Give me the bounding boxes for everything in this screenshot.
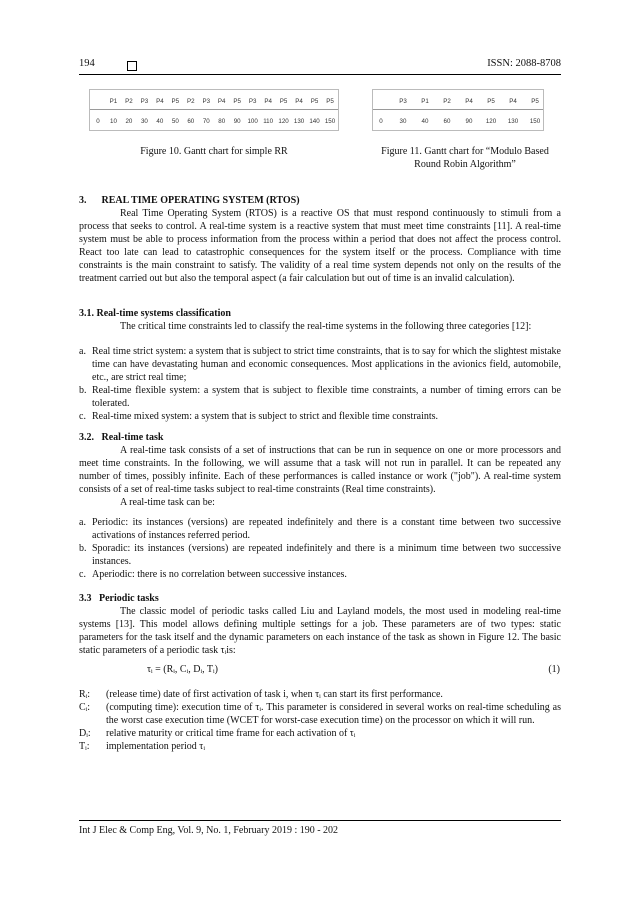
figure10-process-label: P4 (156, 98, 164, 105)
figure11-process-label: P2 (443, 98, 451, 105)
list-item-text: Real-time flexible system: a system that is subject to flexible time constraints, a number of timing errors can be tolerated. (92, 385, 561, 409)
figure11-tick-label: 90 (465, 118, 473, 125)
figure10-tick-label: 140 (309, 118, 320, 125)
figure10-process-label: P5 (310, 98, 319, 105)
figure11-tick-label: 120 (485, 118, 497, 125)
equation-number: (1) (548, 664, 560, 675)
page-number: 194 (79, 58, 95, 69)
figure10-process-label: P5 (279, 98, 288, 105)
list-item (79, 345, 561, 384)
figure11-separator (373, 109, 543, 110)
figure11-tick-label: 40 (421, 118, 429, 125)
figure10-process-label: P3 (202, 98, 211, 105)
section33-paragraph (79, 605, 561, 657)
list-marker: c. (79, 569, 86, 580)
figure11-process-label: P5 (487, 98, 495, 105)
figure11-tick-label: 0 (379, 118, 383, 125)
list-marker: a. (79, 346, 86, 357)
list-marker: b. (79, 385, 87, 396)
figure10-process-label: P3 (248, 98, 257, 105)
footer-rule (79, 820, 561, 821)
figure11-tick-label: 60 (443, 118, 451, 125)
figure10-tick-label: 150 (324, 118, 336, 125)
definition-term: Rᵢ: (79, 689, 91, 700)
definition-row (79, 701, 561, 727)
figure10-tick-row (90, 115, 338, 127)
list-marker: a. (79, 517, 86, 528)
figure11-process-label: P5 (531, 98, 539, 105)
section32-paragraph (79, 444, 561, 509)
definition-text: (release time) date of first activation of task i, when τᵢ can start its first performance. (106, 689, 443, 700)
section33-heading: 3.3 Periodic tasks (79, 593, 159, 604)
figure10-tick-label: 60 (187, 118, 195, 125)
definition-row (79, 688, 561, 701)
figure10-tick-label: 40 (156, 118, 164, 125)
figure11-process-label: P4 (509, 98, 517, 105)
figure10-tick-label: 120 (278, 118, 289, 125)
figure10-process-label: P4 (295, 98, 303, 105)
equation: τᵢ = (Rᵢ, Cᵢ, Dᵢ, Tᵢ) (147, 664, 218, 675)
figure11-gantt-chart (372, 89, 544, 131)
section32-intro: A real-time task can be: (120, 497, 215, 508)
definition-row (79, 740, 561, 753)
list-item (79, 516, 561, 542)
figure10-process-label: P1 (109, 98, 118, 105)
header-rule (79, 74, 561, 75)
figure10-tick-label: 110 (263, 118, 274, 125)
figure10-caption: Figure 10. Gantt chart for simple RR (140, 146, 288, 157)
section3-heading: 3. REAL TIME OPERATING SYSTEM (RTOS) (79, 195, 300, 206)
figure11-caption-line2: Round Robin Algorithm” (414, 159, 516, 170)
figure10-process-label: P5 (171, 98, 180, 105)
list-item (79, 384, 561, 410)
journal-footer: Int J Elec & Comp Eng, Vol. 9, No. 1, February 2019 : 190 - 202 (79, 825, 339, 836)
figure10-tick-label: 10 (110, 118, 117, 125)
definition-text: relative maturity or critical time frame for each activation of τᵢ (106, 728, 356, 739)
figure10-process-row (90, 95, 338, 107)
figure10-process-label: P2 (187, 98, 195, 105)
figure10-tick-label: 50 (171, 118, 179, 125)
figure10-gantt-chart (89, 89, 339, 131)
definition-row (79, 727, 561, 740)
section32-text: A real-time task consists of a set of instructions that can be run in sequence on one or more processors and meet time constraints. In the following, we will assume that a task will not run in parallel. It can be repeated any number of times, possibly infinite. Each of these performances is called instance or work ("job"). A real-time system consists of a set of real-time tasks subject to real-time constraints (Real time constraints). (79, 445, 561, 495)
section31-intro-paragraph (79, 320, 561, 333)
definition-text: implementation period τᵢ (106, 741, 205, 752)
definition-text: (computing time): execution time of τᵢ. This parameter is considered in several works on real-time scheduling as the worst case execution time (WCET for worst-case execution time) on the processor on which it will run. (106, 702, 561, 726)
issn: ISSN: 2088-8708 (487, 58, 561, 69)
list-item (79, 568, 561, 581)
figure10-process-label: P5 (326, 98, 334, 105)
figure10-tick-label: 20 (125, 118, 133, 125)
figure10-process-label: P4 (264, 98, 272, 105)
section32-heading: 3.2. Real-time task (79, 432, 164, 443)
section32-list (79, 516, 561, 581)
section3-paragraph (79, 207, 561, 285)
figure10-process-label: P2 (125, 98, 133, 105)
figure11-process-row (373, 95, 543, 107)
figure10-tick-label: 90 (233, 118, 241, 125)
definition-term: Cᵢ: (79, 702, 91, 713)
section31-heading: 3.1. Real-time systems classification (79, 308, 231, 319)
list-item (79, 542, 561, 568)
figure11-process-label: P4 (465, 98, 473, 105)
section31-intro: The critical time constraints led to classify the real-time systems in the following three categories [12]: (120, 321, 532, 332)
figure11-process-label: P3 (399, 98, 407, 105)
section33-text: The classic model of periodic tasks called Liu and Layland models, the most used in modeling real-time systems [13]. This model allows defining multiple settings for a job. These parameters are of two types: static parameters for the task itself and the dynamic parameters on each instance of the task as shown in Figure 12. The basic static parameters of a periodic task τᵢis: (79, 606, 561, 656)
figure11-tick-label: 30 (399, 118, 407, 125)
list-marker: c. (79, 411, 86, 422)
figure10-tick-label: 30 (140, 118, 148, 125)
figure10-tick-label: 80 (218, 118, 226, 125)
definition-term: Tᵢ: (79, 741, 90, 752)
figure10-tick-label: 100 (247, 118, 258, 125)
list-item-text: Aperiodic: there is no correlation between successive instances. (92, 569, 347, 580)
figure10-process-label: P3 (140, 98, 149, 105)
list-item (79, 410, 561, 423)
figure10-tick-label: 0 (96, 118, 100, 125)
figure11-process-label: P1 (421, 98, 429, 105)
figure11-caption (350, 145, 580, 171)
list-item-text: Real time strict system: a system that is subject to strict time constraints, that is to say for which the slightest mistake time can have devastating human and economic consequences. Most applications in the avionics field, automobile, etc., are strict real time; (92, 346, 561, 383)
list-item-text: Real-time mixed system: a system that is subject to strict and flexible time constraints. (92, 411, 439, 422)
figure10-process-label: P5 (233, 98, 241, 105)
figure10-separator (90, 109, 338, 110)
figure11-tick-label: 150 (529, 118, 541, 125)
figure10-tick-label: 70 (202, 118, 210, 125)
definition-term: Dᵢ: (79, 728, 91, 739)
figure10-process-label: P4 (217, 98, 226, 105)
figure10-tick-label: 130 (293, 118, 305, 125)
figure11-tick-label: 130 (507, 118, 519, 125)
list-marker: b. (79, 543, 87, 554)
section31-list (79, 345, 561, 423)
figure11-caption-line1: Figure 11. Gantt chart for “Modulo Based (381, 146, 549, 157)
section3-text: Real Time Operating System (RTOS) is a reactive OS that must respond continuously to stimuli from a process that seeks to control. A real-time system is a reactive system that must meet time constraints [11]. A real-time system must be able to process information from the process within a period that does not affect the process control. React too late can lead to catastrophic consequences for the system itself or the process. Compliance with time constraints is the main constraint to satisfy. The validity of a real time system depends not only on the results of the treatment carried out but also the temporal aspect (a fair calculation but out of time is an invalid calculation). (79, 208, 561, 284)
list-item-text: Periodic: its instances (versions) are repeated indefinitely and there is a constant time between two successive activations of instances referred period. (92, 517, 561, 541)
list-item-text: Sporadic: its instances (versions) are repeated indefinitely and there is a minimum time between two successive instances. (92, 543, 561, 567)
parameter-definitions (79, 688, 561, 753)
figure11-tick-row (373, 115, 543, 127)
checkbox-square-icon (127, 61, 137, 71)
